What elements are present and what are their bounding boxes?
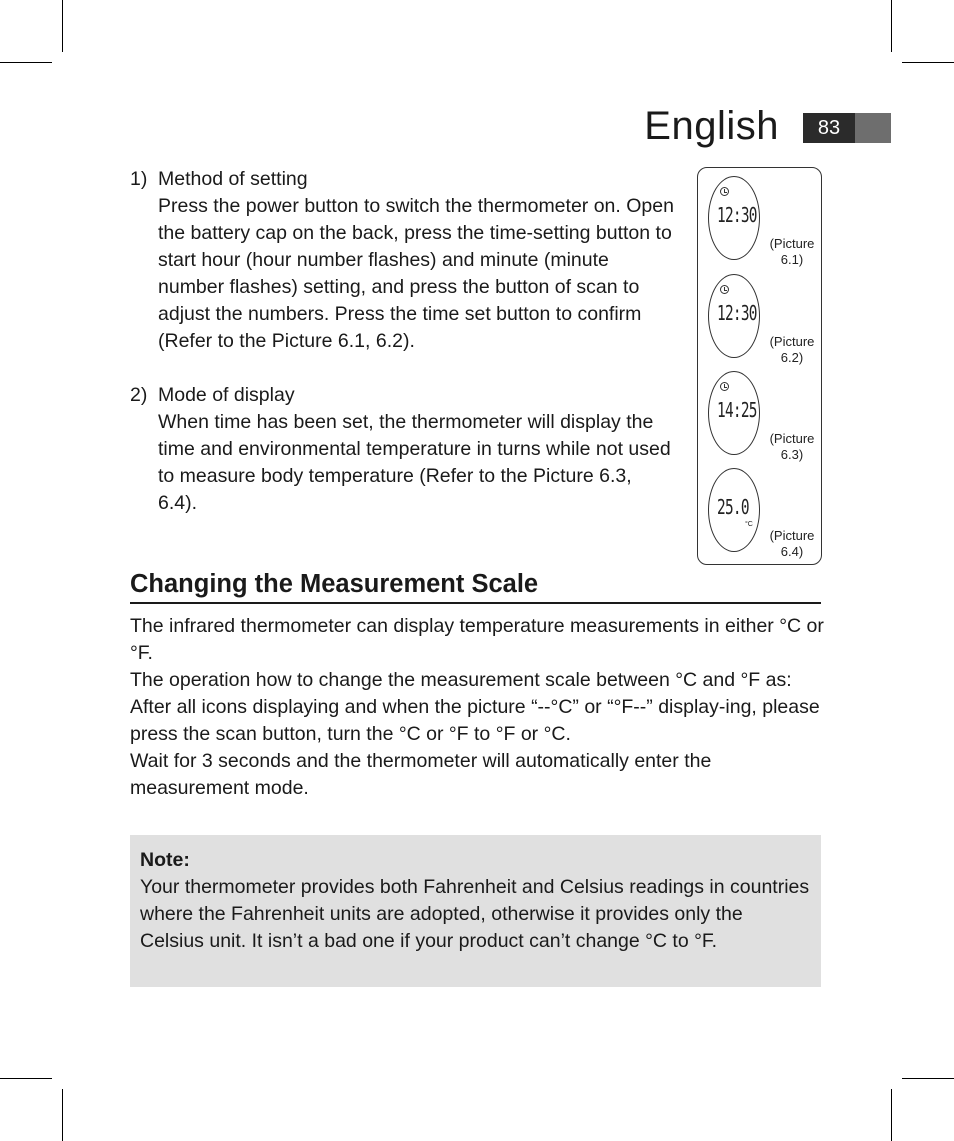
clock-icon — [720, 285, 729, 294]
section-body — [130, 613, 825, 802]
picture-6-2 — [708, 272, 818, 368]
section-paragraph: Wait for 3 seconds and the thermometer will automatically enter the measurement mode. — [130, 750, 712, 799]
lcd-display — [708, 468, 760, 552]
crop-mark — [902, 62, 954, 63]
step-title: Mode of display — [158, 384, 295, 406]
lcd-digits: 12:30 — [717, 301, 757, 325]
crop-mark — [891, 0, 892, 52]
crop-mark — [62, 0, 63, 52]
clock-icon — [720, 187, 729, 196]
lcd-display — [708, 274, 760, 358]
step-number: 2) — [130, 384, 148, 406]
lcd-display — [708, 371, 760, 455]
note-title: Note: — [140, 849, 190, 871]
lcd-digits: 14:25 — [717, 398, 757, 422]
clock-icon — [720, 382, 729, 391]
crop-mark — [0, 1078, 52, 1079]
note-text: Your thermometer provides both Fahrenheit and Celsius readings in countries where the Fahrenheit units are adopted, otherwise it provides only the Celsius unit. It isn’t a bad one if your product can’t change °C to °F. — [140, 876, 810, 952]
note-box — [130, 835, 821, 987]
steps-list — [130, 166, 675, 544]
picture-caption: (Picture 6.3) — [769, 431, 815, 462]
picture-6-3 — [708, 369, 818, 465]
picture-caption: (Picture 6.1) — [769, 236, 815, 267]
crop-mark — [62, 1089, 63, 1141]
crop-mark — [902, 1078, 954, 1079]
step-item — [130, 166, 675, 355]
step-title: Method of setting — [158, 168, 308, 190]
lcd-display — [708, 176, 760, 260]
section-paragraph: The operation how to change the measurement scale between °C and °F as: After all icons displaying and when the picture “--°C” or “°F--” display-ing, please press the scan button, turn the °C or °F to °F or °C. — [130, 669, 820, 745]
step-item — [130, 382, 675, 517]
section-title: Changing the Measurement Scale — [130, 568, 821, 604]
crop-mark — [0, 62, 52, 63]
page-language-title: English — [644, 104, 779, 148]
celsius-unit-label: °C — [745, 521, 753, 528]
crop-mark — [891, 1089, 892, 1141]
picture-6-4 — [708, 466, 818, 562]
lcd-digits: 25.0 — [717, 495, 749, 519]
lcd-digits: 12:30 — [717, 203, 757, 227]
picture-6-1 — [708, 174, 818, 270]
picture-caption: (Picture 6.2) — [769, 334, 815, 365]
step-text: When time has been set, the thermometer will display the time and environmental temperature in turns while not used to measure body temperature (Refer to the Picture 6.3, 6.4). — [158, 411, 671, 514]
page-number: 83 — [803, 113, 855, 143]
picture-panel — [697, 167, 822, 565]
picture-caption: (Picture 6.4) — [769, 528, 815, 559]
step-text: Press the power button to switch the thermometer on. Open the battery cap on the back, press the time-setting button to start hour (hour number flashes) and minute (minute number flashes) setting, and press the button of scan to adjust the numbers. Press the time set button to confirm (Refer to the Picture 6.1, 6.2). — [158, 195, 674, 352]
section-paragraph: The infrared thermometer can display temperature measurements in either °C or °F. — [130, 615, 824, 664]
step-number: 1) — [130, 168, 148, 190]
